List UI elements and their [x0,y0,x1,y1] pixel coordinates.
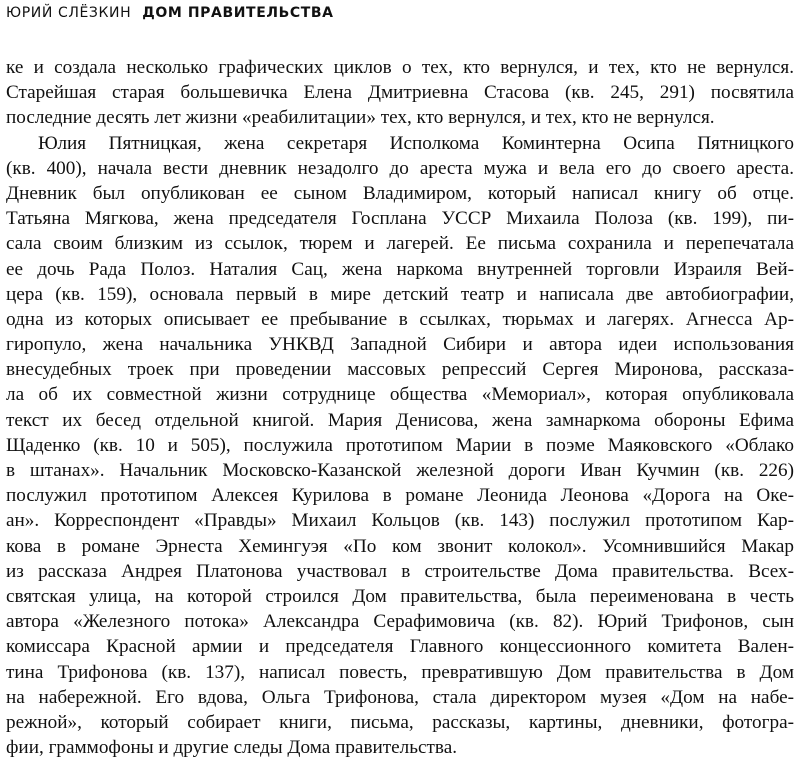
paragraph-first-line: Юлия Пятницкая, жена секретаря Исполкома Коминтерна Осипа Пятницкого [38,132,794,154]
text-line: Щаденко (кв. 10 и 505), послужила прототипом Марии в поэме Маяковского «Облако [6,434,794,456]
body-text [6,55,794,760]
text-line: послужил прототипом Алексея Курилова в романе Леонида Леонова «Дорога на Оке- [6,485,794,507]
text-line: фии, граммофоны и другие следы Дома правительства. [6,737,458,759]
text-line: на набережной. Его вдова, Ольга Трифонова, стала директором музея «Дом на набе- [6,686,794,708]
text-line: автора «Железного потока» Александра Серафимовича (кв. 82). Юрий Трифонов, сын [6,611,794,633]
running-head-author: ЮРИЙ СЛЁЗКИН [6,5,132,21]
text-line: сала своим близким из ссылок, тюрем и лагерей. Ее письма сохранила и перепечатала [6,233,794,255]
text-line: тина Трифонова (кв. 137), написал повесть, превратившую Дом правительства в Дом [6,661,794,683]
text-line: одна из которых описывает ее пребывание в ссылках, тюрьмах и лагерях. Агнесса Ар- [6,308,794,330]
text-line: гиропуло, жена начальника УНКВД Западной Сибири и автора идеи использования [6,334,794,356]
text-line: Дневник был опубликован ее сыном Владимиром, который написал книгу об отце. [6,182,794,204]
text-line: ее дочь Рада Полоз. Наталия Сац, жена наркома внутренней торговли Израиля Вей- [6,258,794,280]
text-line: ла об их совместной жизни сотруднице общества «Мемориал», которая опубликовала [6,384,794,406]
text-line: из рассказа Андрея Платонова участвовал в строительстве Дома правительства. Всех- [6,560,794,582]
text-line: режной», который собирает книги, письма, рассказы, картины, дневники, фотогра- [6,711,794,733]
text-line: последние десять лет жизни «реабилитации» тех, кто вернулся, и тех, кто не вернулся. [6,107,715,129]
text-line: цера (кв. 159), основала первый в мире детский театр и написала две автобиографии, [6,283,794,305]
text-line: кова в романе Эрнеста Хемингуэя «По ком звонит колокол». Усомнившийся Макар [6,535,794,557]
text-line: ан». Корреспондент «Правды» Михаил Кольцов (кв. 143) послужил прототипом Кар- [6,510,794,532]
text-line: в штанах». Начальник Московско-Казанской железной дороги Иван Кучмин (кв. 226) [6,460,794,481]
text-line: Татьяна Мягкова, жена председателя Госплана УССР Михаила Полоза (кв. 199), пи- [6,208,794,230]
text-line: святская улица, на которой строился Дом правительства, была переименована в честь [6,585,794,607]
running-head-book-title: ДОМ ПРАВИТЕЛЬСТВА [142,5,334,21]
text-line: ке и создала несколько графических циклов о тех, кто вернулся, и тех, кто не вернулся. [6,57,794,78]
text-line: Старейшая старая большевичка Елена Дмитриевна Стасова (кв. 245, 291) посвятила [6,82,794,104]
text-line: (кв. 400), начала вести дневник незадолго до ареста мужа и вела его до своего ареста. [6,157,794,179]
text-line: внесудебных троек при проведении массовых репрессий Сергея Миронова, рассказа- [6,359,794,381]
text-line: комиссара Красной армии и председателя Главного концессионного комитета Вален- [6,636,794,658]
text-line: текст их бесед отдельной книгой. Мария Денисова, жена замнаркома обороны Ефима [6,409,794,431]
running-head [6,5,334,21]
